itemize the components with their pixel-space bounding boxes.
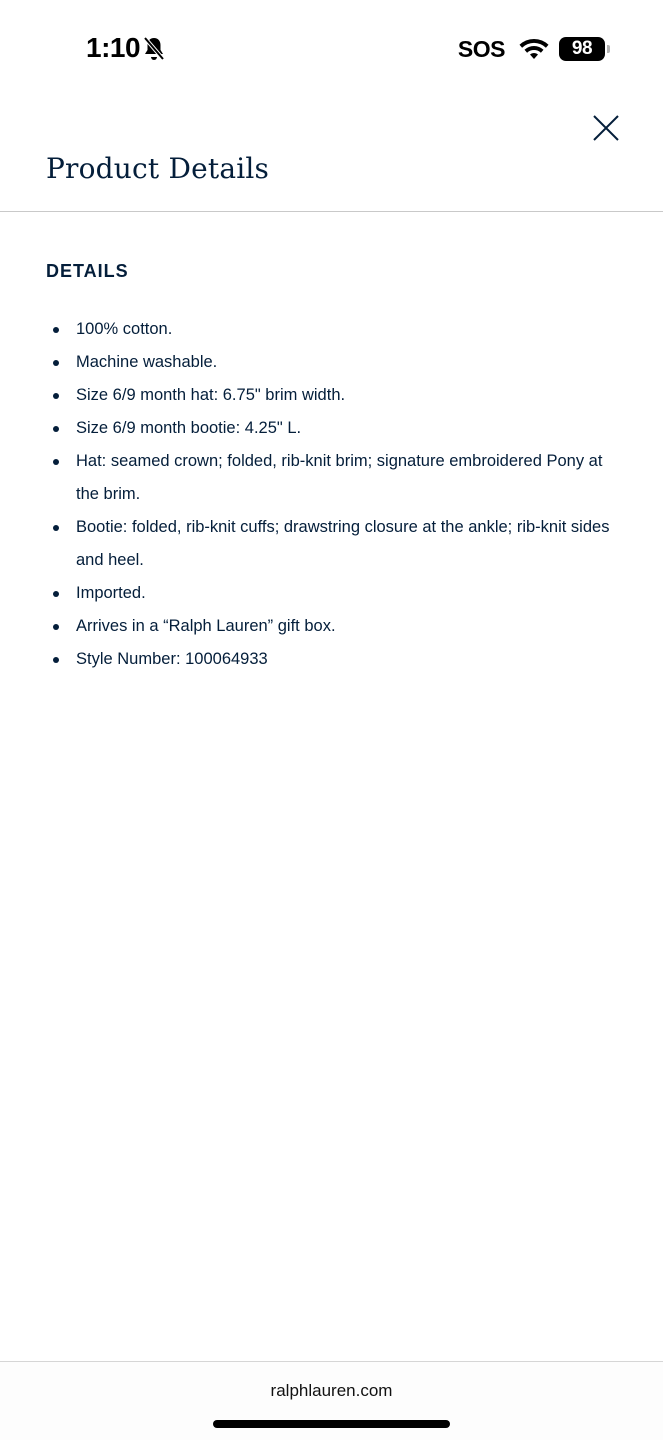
close-icon[interactable] [588, 110, 624, 146]
list-item: Machine washable. [46, 346, 626, 379]
browser-bottom-bar [0, 1361, 663, 1440]
sos-indicator: SOS [457, 35, 505, 62]
list-item: Arrives in a “Ralph Lauren” gift box. [46, 610, 626, 643]
battery-tip [607, 45, 610, 53]
page-title: Product Details [46, 152, 270, 185]
battery-icon [559, 37, 605, 61]
list-item: Size 6/9 month hat: 6.75" brim width. [46, 379, 626, 412]
list-item: Size 6/9 month bootie: 4.25" L. [46, 412, 626, 445]
list-item: Imported. [46, 577, 626, 610]
header-divider [0, 211, 663, 212]
list-item: Style Number: 100064933 [46, 643, 626, 676]
status-bar [0, 0, 663, 96]
battery-level: 98 [571, 38, 593, 59]
status-time: 1:10 [86, 32, 141, 63]
wifi-icon [519, 37, 549, 61]
details-list [46, 313, 626, 676]
bell-slash-icon [142, 36, 166, 62]
home-indicator[interactable] [213, 1420, 450, 1428]
list-item: 100% cotton. [46, 313, 626, 346]
list-item: Bootie: folded, rib-knit cuffs; drawstring closure at the ankle; rib-knit sides and heel. [46, 511, 626, 577]
list-item: Hat: seamed crown; folded, rib-knit brim; signature embroidered Pony at the brim. [46, 445, 626, 511]
details-heading: DETAILS [46, 261, 129, 281]
status-indicators [458, 34, 605, 64]
url-display[interactable]: ralphlauren.com [270, 1381, 393, 1400]
